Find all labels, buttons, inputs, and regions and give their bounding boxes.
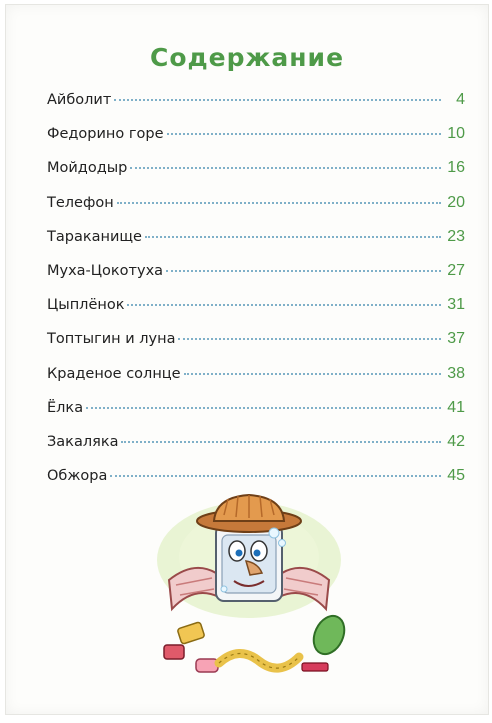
leader-dots: [167, 133, 441, 135]
toc-entry: [47, 194, 465, 228]
toc-entry-title: Телефон: [47, 194, 114, 211]
leader-dots: [121, 441, 441, 443]
toc-page-number: 10: [447, 125, 465, 143]
page-title: Содержание: [149, 43, 345, 72]
toc-page-number: 41: [447, 398, 465, 416]
toc-entry: [47, 125, 465, 159]
toc-page-number: 38: [447, 364, 465, 382]
leader-dots: [117, 202, 441, 204]
toc-page-number: 16: [447, 159, 465, 177]
toc-entry: [47, 330, 465, 364]
toc-page-number: 31: [447, 296, 465, 314]
toc-entry-title: Обжора: [47, 468, 108, 485]
toc-entry: [47, 365, 465, 399]
washbasin-character-icon: [124, 485, 374, 695]
table-of-contents: [47, 91, 465, 501]
toc-entry-title: Ёлка: [47, 399, 84, 416]
leader-dots: [86, 407, 441, 409]
toc-entry: [47, 91, 465, 125]
toc-page-number: 27: [447, 261, 465, 279]
book-page: [5, 4, 489, 715]
toc-entry: [47, 399, 465, 433]
leader-dots: [127, 304, 441, 306]
toc-entry-title: Топтыгин и луна: [47, 331, 176, 348]
toc-entry: [47, 433, 465, 467]
toc-entry: [47, 228, 465, 262]
toc-entry-title: Цыплёнок: [47, 297, 125, 314]
toc-page-number: 42: [447, 432, 465, 450]
toc-entry-title: Краденое солнце: [47, 365, 181, 382]
toc-entry-title: Муха-Цокотуха: [47, 262, 164, 279]
leader-dots: [145, 236, 441, 238]
toc-page-number: 45: [447, 467, 465, 485]
toc-entry: [47, 262, 465, 296]
leader-dots: [110, 475, 441, 477]
toc-entry: [47, 159, 465, 193]
toc-entry-title: Федорино горе: [47, 126, 164, 143]
toc-page-number: 4: [456, 91, 465, 108]
toc-entry-title: Закаляка: [47, 433, 119, 450]
toc-entry: [47, 296, 465, 330]
leader-dots: [166, 270, 441, 272]
leader-dots: [178, 338, 441, 340]
toc-page-number: 23: [447, 227, 465, 245]
leader-dots: [130, 167, 441, 169]
toc-entry-title: Тараканище: [47, 228, 142, 245]
toc-page-number: 20: [447, 193, 465, 211]
toc-entry-title: Айболит: [47, 92, 112, 108]
toc-page-number: 37: [447, 330, 465, 348]
leader-dots: [114, 99, 441, 101]
leader-dots: [184, 373, 441, 375]
toc-entry-title: Мойдодыр: [47, 160, 128, 177]
